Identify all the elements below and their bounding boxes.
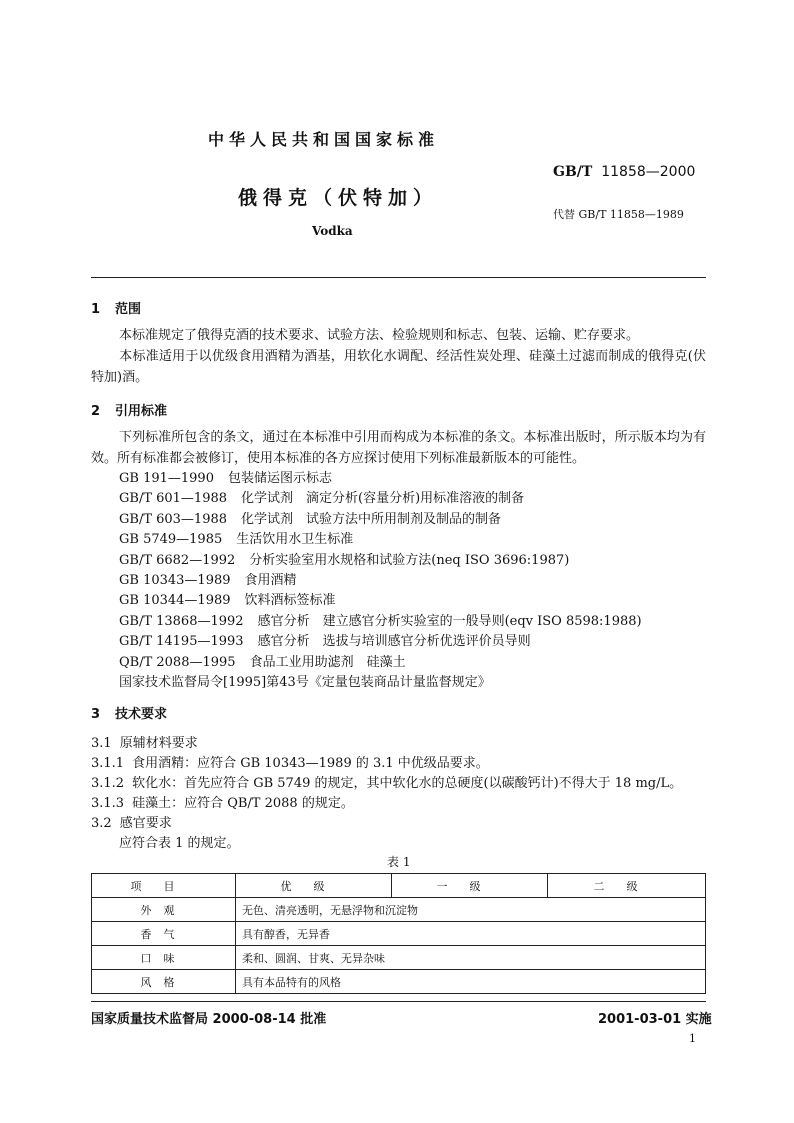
row-value: 无色、清亮透明，无悬浮物和沉淀物 bbox=[236, 898, 706, 922]
section-3-heading bbox=[91, 703, 167, 722]
requirement-3-2-note: 应符合表 1 的规定。 bbox=[119, 836, 240, 851]
section-1-paragraph-2-text: 本标准适用于以优级食用酒精为酒基，用软化水调配、经活性炭处理、硅藻土过滤而制成的俄得克(伏特加)酒。 bbox=[91, 349, 706, 385]
section-1-heading bbox=[91, 298, 141, 317]
row-value: 柔和、圆润、甘爽、无异杂味 bbox=[236, 946, 706, 970]
requirement-3-1-3 bbox=[91, 792, 354, 811]
reference-code: GB 5749—1985 bbox=[119, 532, 223, 548]
reference-item bbox=[119, 612, 642, 632]
document-title: 俄得克（伏特加） bbox=[238, 187, 439, 209]
header-grade-1: 一级 bbox=[392, 874, 548, 898]
header-premium: 优级 bbox=[236, 874, 392, 898]
reference-item bbox=[119, 632, 642, 652]
section-2-heading bbox=[91, 400, 167, 419]
clause-number: 3.1 bbox=[91, 736, 112, 751]
reference-title: 食用酒精 bbox=[244, 572, 297, 588]
reference-title: 感官分析 建立感官分析实验室的一般导则(eqv ISO 8598:1988) bbox=[257, 613, 642, 629]
row-item: 风格 bbox=[92, 970, 236, 994]
reference-title: 食品工业用助滤剂 硅藻土 bbox=[249, 654, 406, 670]
reference-title: 化学试剂 试验方法中所用制剂及制品的制备 bbox=[241, 511, 502, 527]
footer-divider bbox=[91, 1001, 706, 1002]
clause-number: 3.1.1 bbox=[91, 756, 125, 771]
reference-code: GB 10344—1989 bbox=[119, 593, 231, 609]
reference-item bbox=[119, 510, 642, 530]
reference-item bbox=[119, 551, 642, 571]
reference-title: 生活饮用水卫生标准 bbox=[236, 532, 354, 548]
table-1-caption: 表 1 bbox=[387, 855, 411, 869]
document-subtitle: Vodka bbox=[312, 224, 353, 238]
section-1-title: 范围 bbox=[115, 302, 142, 317]
reference-code: 国家技术监督局令[1995]第43号《定量包装商品计量监督规定》 bbox=[119, 674, 491, 690]
standard-number bbox=[553, 164, 695, 180]
clause-text: 原辅材料要求 bbox=[119, 736, 198, 751]
reference-item bbox=[119, 489, 642, 509]
section-2-number: 2 bbox=[91, 404, 101, 419]
section-1-number: 1 bbox=[91, 302, 101, 317]
section-2-title: 引用标准 bbox=[115, 404, 168, 419]
requirement-3-1-1 bbox=[91, 752, 489, 771]
row-value: 具有醇香，无异香 bbox=[236, 922, 706, 946]
clause-number: 3.2 bbox=[91, 816, 112, 831]
table-row bbox=[92, 946, 706, 970]
table-header-row bbox=[92, 874, 706, 898]
standard-prefix: GB/T bbox=[553, 164, 593, 180]
header-grade-2: 二级 bbox=[548, 874, 706, 898]
approval-note: 国家质量技术监督局 2000-08-14 批准 bbox=[91, 1012, 327, 1027]
header-item: 项目 bbox=[92, 874, 236, 898]
header-divider bbox=[91, 277, 706, 278]
page-number: 1 bbox=[689, 1032, 696, 1045]
clause-number: 3.1.3 bbox=[91, 796, 125, 811]
reference-title: 包装储运图示标志 bbox=[227, 471, 332, 486]
clause-text: 硅藻土：应符合 QB/T 2088 的规定。 bbox=[132, 796, 354, 811]
reference-item bbox=[119, 530, 642, 550]
section-1-paragraph-2 bbox=[91, 346, 706, 388]
reference-item bbox=[119, 591, 642, 611]
section-1-paragraph-1 bbox=[91, 325, 706, 346]
reference-title: 饮料酒标签标准 bbox=[244, 593, 336, 609]
standard-number-value: 11858—2000 bbox=[601, 164, 696, 180]
replaces-note: 代替 GB/T 11858—1989 bbox=[553, 208, 684, 221]
table-row bbox=[92, 898, 706, 922]
sensory-requirements-table bbox=[91, 873, 706, 994]
clause-number: 3.1.2 bbox=[91, 776, 125, 791]
reference-item bbox=[119, 673, 642, 693]
section-1-paragraph-1-text: 本标准规定了俄得克酒的技术要求、试验方法、检验规则和标志、包装、运输、贮存要求。 bbox=[119, 328, 640, 343]
clause-text: 感官要求 bbox=[119, 816, 172, 831]
clause-text: 软化水：首先应符合 GB 5749 的规定，其中软化水的总硬度(以碳酸钙计)不得大于 18 mg/L。 bbox=[132, 776, 683, 791]
reference-code: GB/T 14195—1993 bbox=[119, 634, 244, 650]
section-3-number: 3 bbox=[91, 707, 101, 722]
row-item: 外观 bbox=[92, 898, 236, 922]
requirement-3-1-2 bbox=[91, 772, 682, 791]
reference-title: 化学试剂 滴定分析(容量分析)用标准溶液的制备 bbox=[241, 491, 525, 507]
implementation-date: 2001-03-01 实施 bbox=[598, 1012, 712, 1027]
section-2-intro-text: 下列标准所包含的条文，通过在本标准中引用而构成为本标准的条文。本标准出版时，所示版本均为有效。所有标准都会被修订，使用本标准的各方应探讨使用下列标准最新版本的可能性。 bbox=[91, 430, 706, 466]
section-3-title: 技术要求 bbox=[115, 707, 168, 722]
reference-list bbox=[119, 469, 642, 693]
row-value: 具有本品特有的风格 bbox=[236, 970, 706, 994]
reference-code: GB/T 603—1988 bbox=[119, 511, 228, 527]
reference-title: 感官分析 选拔与培训感官分析优选评价员导则 bbox=[257, 634, 531, 650]
national-standard-heading: 中华人民共和国国家标准 bbox=[208, 130, 440, 149]
clause-text: 食用酒精：应符合 GB 10343—1989 的 3.1 中优级品要求。 bbox=[132, 756, 489, 771]
section-2-intro bbox=[91, 427, 706, 469]
reference-code: GB 191—1990 bbox=[119, 471, 214, 486]
reference-item bbox=[119, 653, 642, 673]
reference-code: QB/T 2088—1995 bbox=[119, 654, 236, 670]
reference-code: GB/T 6682—1992 bbox=[119, 552, 236, 568]
reference-code: GB 10343—1989 bbox=[119, 572, 231, 588]
reference-item bbox=[119, 469, 642, 489]
reference-code: GB/T 13868—1992 bbox=[119, 613, 244, 629]
row-item: 香气 bbox=[92, 922, 236, 946]
reference-title: 分析实验室用水规格和试验方法(neq ISO 3696:1987) bbox=[249, 552, 570, 568]
requirement-3-2 bbox=[91, 812, 172, 831]
reference-code: GB/T 601—1988 bbox=[119, 491, 228, 507]
table-row bbox=[92, 922, 706, 946]
reference-item bbox=[119, 571, 642, 591]
row-item: 口味 bbox=[92, 946, 236, 970]
table-row bbox=[92, 970, 706, 994]
requirement-3-1 bbox=[91, 732, 198, 751]
